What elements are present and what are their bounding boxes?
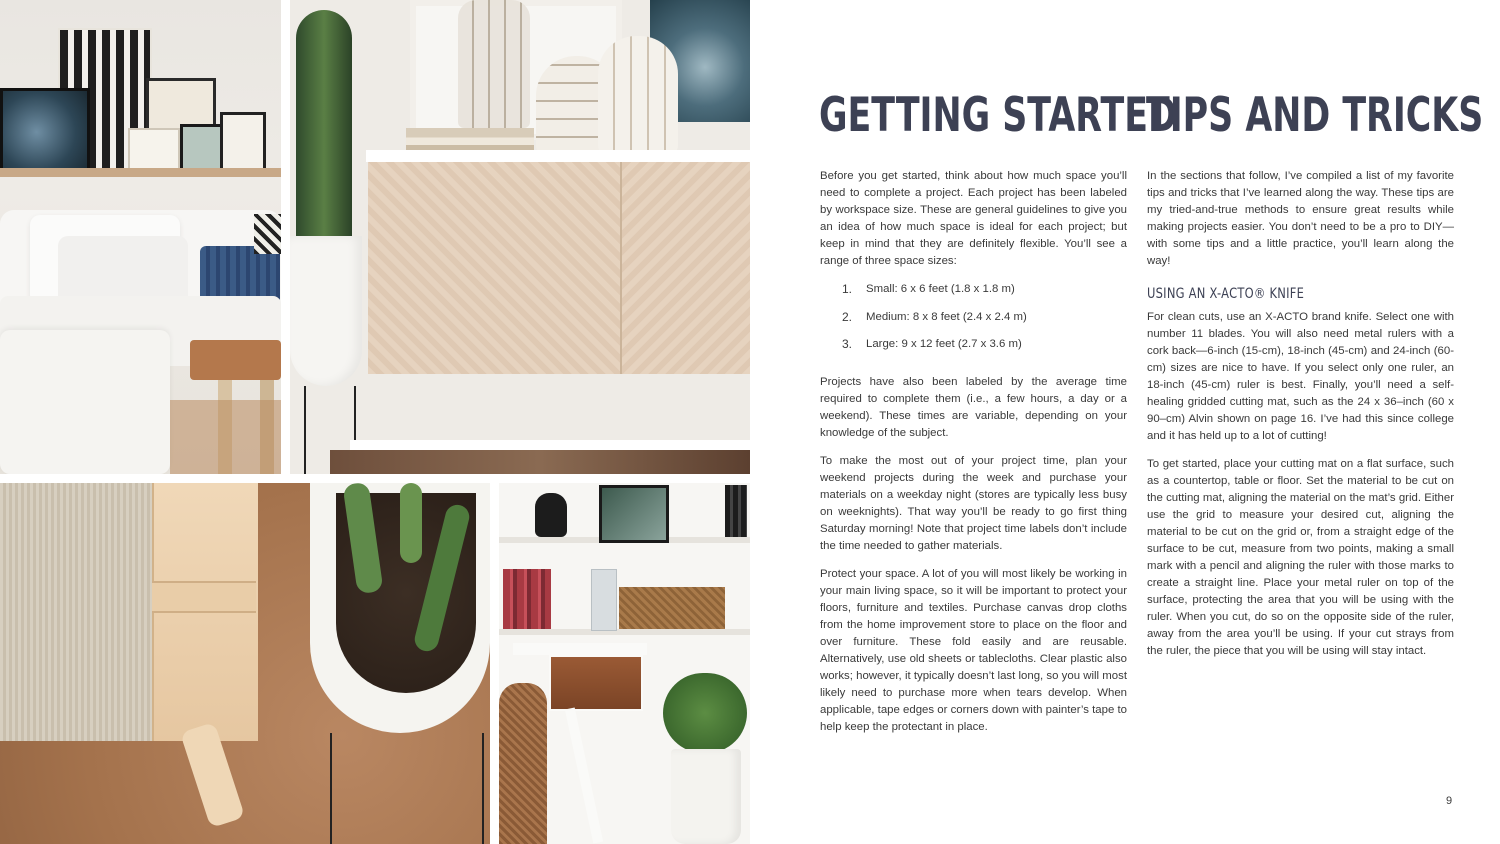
glass-jar	[591, 569, 617, 631]
tips-intro-paragraph: In the sections that follow, I’ve compiled a list of my favorite tips and tricks that I’ve learned along the way. These tips are my tried-and-true methods to ensure great results while making projects easier. You don’t need to be a pro to DIY—with some tips and a little practice, you’ll learn along the way!	[1147, 170, 1454, 267]
white-pot	[671, 749, 741, 844]
list-number: 2.	[842, 309, 853, 324]
credenza-vases-photo	[290, 0, 750, 474]
book-stack	[406, 128, 534, 152]
black-vase	[535, 493, 567, 537]
striped-pillow	[254, 214, 281, 254]
list-number: 3.	[842, 337, 853, 351]
shelf-board	[499, 629, 750, 635]
page-number: 9	[1446, 795, 1453, 807]
credenza-door	[368, 162, 622, 374]
left-text-column	[820, 168, 1127, 747]
woven-basket	[619, 587, 725, 629]
plant-leaves	[400, 483, 422, 563]
intro-paragraph: Before you get started, think about how much space you’ll need to complete a project. Each project has been labeled by workspace size. These are general guidelines to give you an idea of how much space is ideal for each project; but keep in mind that they are definitely flexible. You’ll see a range of three space sizes:	[820, 170, 1127, 267]
red-books	[503, 569, 551, 629]
living-room-sofa-photo	[0, 0, 281, 474]
list-number: 1.	[842, 282, 853, 296]
floor-rug	[330, 450, 750, 474]
bench-planter-closeup-photo	[0, 483, 490, 844]
baseboard	[350, 440, 750, 450]
protect-paragraph: Protect your space. A lot of you will most likely be working in your main living space, so it will be important to protect your floors, furniture and textiles. Purchase canvas drop cloths from the home improvement store to place on the floor and over furniture. These fold easily and are reusable. Alternatively, use old sheets or tablecloths. Clear plastic also works; however, it typically doesn’t last long, so you will most likely need to purchase more when tears develop. When applicable, tape edges or corners down with painter’s tape to help keep the protectant in place.	[820, 567, 1127, 733]
list-text: Medium: 8 x 8 feet (2.4 x 2.4 m)	[866, 310, 1027, 323]
bench-joint	[152, 581, 256, 613]
credenza-top	[366, 150, 750, 162]
snake-plant	[296, 10, 352, 240]
desk-drawer	[549, 655, 643, 711]
list-item	[820, 281, 1127, 309]
potted-plant	[663, 673, 747, 753]
desk-top	[513, 643, 647, 655]
shelf-art-frame	[0, 88, 90, 176]
leather-bench-top	[190, 340, 281, 380]
credenza-door	[622, 162, 750, 374]
list-item	[820, 309, 1127, 337]
page-heading-tips-and-tricks: TIPS AND TRICKS	[1146, 88, 1484, 143]
wall-shelf	[0, 168, 281, 177]
cutting-paragraph: To get started, place your cutting mat on a flat surface, such as a countertop, table or floor. Set the material to be cut on the cutting mat, aligning the material on the mat’s grid. Either use the grid to measure your desired cut, aligning the material to be cut on the grid or, from a straight edge of the surface to be cut, measure from two points, making a small mark with a pencil and aligning the ruler with those marks to create a straight line. Place your metal ruler on top of the surface, protecting the area that you will be using with the ruler. When you cut, do so on the opposite side of the ruler, away from the area you’ll be using. If your cut strays from the ruler, the piece that you will be using will stay intact.	[1147, 458, 1454, 657]
space-size-list	[820, 281, 1127, 364]
grid-vase	[598, 36, 678, 154]
woven-bench-seat	[0, 483, 152, 741]
knife-paragraph: For clean cuts, use an X-ACTO brand knife. Select one with number 11 blades. You will also need metal rulers with a cork back—6-inch (15-cm), 18-inch (45-cm) and 24-inch (60-cm) sizes are nice to have. If you select only one ruler, an 18-inch (45-cm) ruler is best. Finally, you’ll need a self-healing gridded cutting mat, such as the 24 x 36–inch (60 x 90–cm) Alvin shown on page 16. I’ve had this since college and it has held up to a lot of cutting!	[1147, 311, 1454, 442]
list-text: Large: 9 x 12 feet (2.7 x 3.6 m)	[866, 338, 1022, 350]
list-text: Small: 6 x 6 feet (1.8 x 1.8 m)	[866, 283, 1015, 295]
page-heading-getting-started: GETTING STARTED	[819, 88, 1177, 143]
sofa-chaise	[0, 330, 170, 474]
cane-chair	[499, 683, 547, 844]
plan-paragraph: To make the most out of your project time, plan your weekend projects during the week and purchase your materials on a weekday night (stores are typically less busy on weeknights). That way you’ll be ready to go first thing Saturday morning! Note that project time labels don’t include the time needed to gather materials.	[820, 454, 1127, 552]
framed-print	[599, 485, 669, 543]
books	[725, 485, 747, 537]
bookshelf-desk-photo	[499, 483, 750, 844]
white-planter	[290, 236, 362, 386]
wood-floor	[170, 400, 281, 474]
shelf-art-frame	[220, 112, 266, 176]
list-item	[820, 336, 1127, 364]
section-subheading: USING AN X-ACTO® KNIFE	[1147, 286, 1305, 302]
grid-vase	[458, 0, 530, 128]
time-paragraph: Projects have also been labeled by the average time required to complete them (i.e., a few hours, a day or a weekend). These times are variable, depending on your knowledge of the subject.	[820, 375, 1127, 439]
planter-stand	[330, 733, 484, 844]
right-text-column	[1147, 168, 1454, 671]
